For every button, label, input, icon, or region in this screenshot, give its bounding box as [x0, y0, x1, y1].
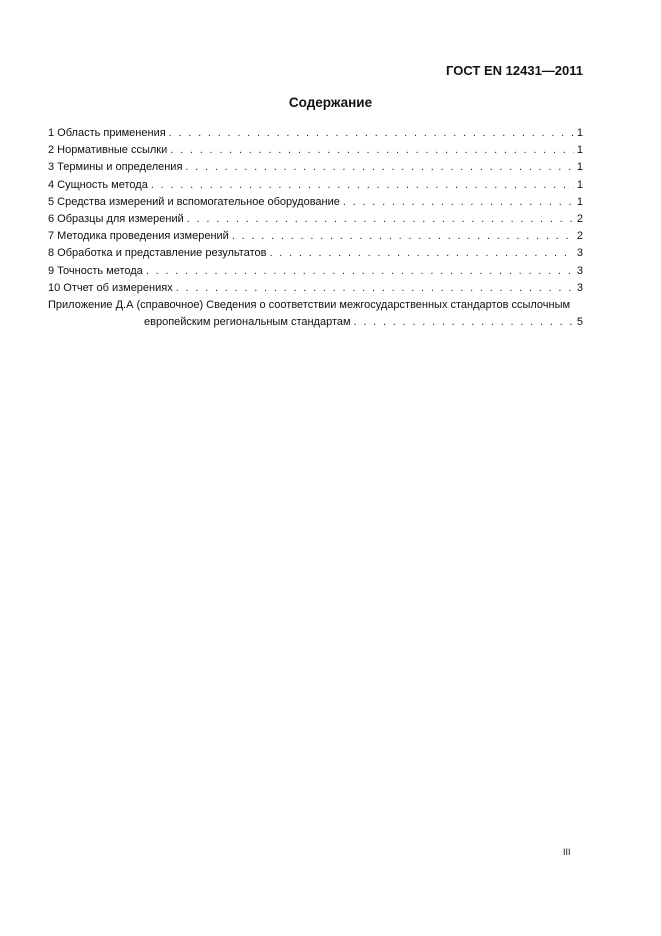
dot-leader — [354, 314, 574, 331]
toc-entry-3[interactable] — [48, 159, 583, 176]
toc-entry-page: 1 — [576, 195, 583, 208]
toc-entry-label: 1 Область применения — [48, 127, 166, 139]
toc-entry-page: 3 — [576, 281, 583, 294]
toc-entry-label: 7 Методика проведения измерений — [48, 230, 229, 243]
dot-leader — [146, 263, 574, 280]
table-of-contents — [48, 125, 583, 331]
standard-code: ГОСТ EN 12431—2011 — [446, 63, 583, 78]
dot-leader — [169, 125, 574, 142]
toc-entry-page: 1 — [576, 127, 583, 139]
toc-entry-label: 2 Нормативные ссылки — [48, 144, 168, 157]
toc-entry-2[interactable] — [48, 142, 583, 159]
toc-entry-7[interactable] — [48, 228, 583, 245]
toc-annex-page: 5 — [576, 316, 583, 329]
toc-annex-title[interactable]: Приложение Д.А (справочное) Сведения о соответствии межгосударственных стандартов ссылочным — [48, 298, 571, 311]
toc-entry-label: 5 Средства измерений и вспомогательное оборудование — [48, 195, 340, 208]
toc-entry-page: 1 — [576, 161, 583, 174]
toc-entry-label: 6 Образцы для измерений — [48, 212, 184, 225]
toc-entry-label: 4 Сущность метода — [48, 178, 148, 191]
toc-entry-label: 10 Отчет об измерениях — [48, 281, 173, 294]
dot-leader — [176, 280, 574, 297]
page-number: III — [563, 847, 571, 857]
dot-leader — [185, 159, 573, 176]
dot-leader — [269, 245, 573, 262]
toc-entry-10[interactable] — [48, 280, 583, 297]
toc-entry-page: 2 — [576, 230, 583, 243]
toc-entry-4[interactable] — [48, 177, 583, 194]
dot-leader — [343, 194, 574, 211]
toc-entry-8[interactable] — [48, 245, 583, 262]
toc-entry-9[interactable] — [48, 263, 583, 280]
toc-annex-entry[interactable] — [48, 314, 583, 331]
toc-annex-label: европейским региональным стандартам — [144, 316, 351, 329]
toc-entry-label: 3 Термины и определения — [48, 161, 183, 174]
toc-entry-page: 2 — [576, 212, 583, 225]
toc-entry-page: 3 — [576, 264, 583, 277]
dot-leader — [151, 177, 574, 194]
toc-entry-page: 3 — [576, 247, 583, 260]
toc-title: Содержание — [288, 95, 373, 110]
dot-leader — [187, 211, 574, 228]
dot-leader — [232, 228, 574, 245]
toc-entry-5[interactable] — [48, 194, 583, 211]
toc-entry-page: 1 — [576, 144, 583, 157]
dot-leader — [170, 142, 574, 159]
toc-entry-6[interactable] — [48, 211, 583, 228]
toc-entry-label: 8 Обработка и представление результатов — [48, 247, 267, 260]
toc-entry-1[interactable] — [48, 125, 583, 142]
toc-entry-label: 9 Точность метода — [48, 264, 143, 277]
toc-entry-page: 1 — [576, 178, 583, 191]
